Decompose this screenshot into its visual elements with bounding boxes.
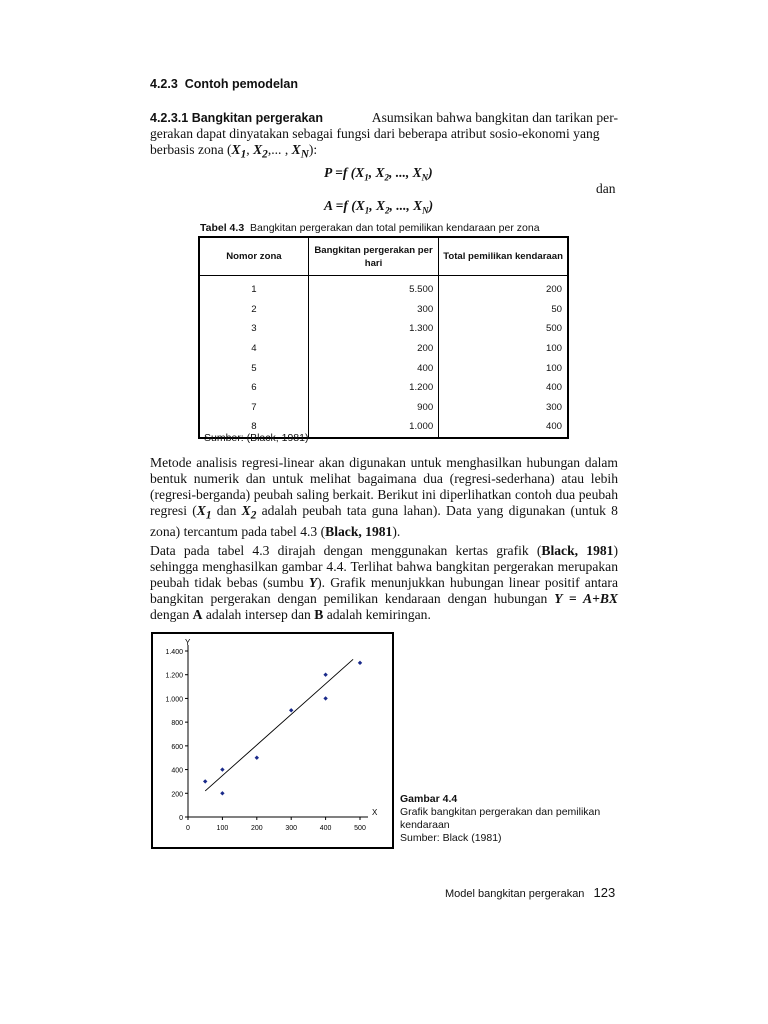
y-tick-label: 400 bbox=[171, 767, 183, 775]
table-row: 4 200 100 bbox=[199, 339, 568, 359]
section-title: Contoh pemodelan bbox=[184, 77, 298, 91]
trend-line bbox=[205, 659, 353, 791]
figure-caption bbox=[400, 793, 622, 845]
equation-connector: dan bbox=[596, 181, 616, 196]
data-point bbox=[220, 791, 224, 795]
page-footer bbox=[445, 885, 615, 900]
footer-text: Model bangkitan pergerakan bbox=[445, 888, 585, 900]
scatter-chart bbox=[153, 634, 392, 847]
table-header: Nomor zona bbox=[199, 237, 308, 276]
intro-line1: Asumsikan bahwa bangkitan dan tarikan per- bbox=[371, 110, 618, 125]
section-heading bbox=[150, 77, 298, 91]
table-row: 6 1.200 400 bbox=[199, 378, 568, 398]
y-tick-label: 1.000 bbox=[165, 696, 183, 704]
data-table bbox=[198, 236, 569, 439]
table-header: Bangkitan pergerakan per hari bbox=[308, 237, 438, 276]
table-caption-text: Bangkitan pergerakan dan total pemilikan kendaraan per zona bbox=[250, 222, 540, 234]
table-row: 1 5.500 200 bbox=[199, 276, 568, 300]
x-tick-label: 100 bbox=[216, 825, 229, 832]
table-row: 7 900 300 bbox=[199, 398, 568, 418]
y-tick-label: 1.200 bbox=[165, 672, 183, 680]
x-tick-label: 500 bbox=[354, 825, 366, 832]
data-point bbox=[323, 673, 327, 677]
section-number: 4.2.3 bbox=[150, 77, 178, 91]
paragraph-regression: Metode analisis regresi-linear akan digunakan untuk menghasilkan hubungan dalam bentuk numerik dan untuk melihat bagaimana dua (regresi-sederhana) atau lebih (regresi-berganda) peubah saling berkait. Berikut ini diperlihatkan contoh dua peubah regresi ($X_1$ dan $X_2$ adalah peubah tata guna lahan). Data yang digunakan (untuk 8 zona) tercantum pada tabel 4.3 (Black, 1981). bbox=[150, 455, 618, 539]
x-tick-label: 300 bbox=[285, 825, 298, 832]
y-tick-label: 0 bbox=[179, 815, 183, 822]
scatter-chart-frame bbox=[151, 632, 394, 849]
paragraph-graph: Data pada tabel 4.3 dirajah dengan menggunakan kertas grafik (Black, 1981) sehingga menghasilkan gambar 4.4. Terlihat bahwa bangkitan pergerakan merupakan peubah tidak bebas (sumbu Y). Grafik menunjukkan hubungan linear positif antara bangkitan pergerakan dengan pemilikan kendaraan dengan hubungan Y = A+BX dengan A adalah intersep dan B adalah kemiringan. bbox=[150, 543, 618, 622]
equation-p: P =f ($X_1$, $X_2$, ..., $X_N$) bbox=[324, 165, 433, 183]
x-tick-label: 200 bbox=[250, 825, 263, 832]
table-row: 5 400 100 bbox=[199, 358, 568, 378]
page-number: 123 bbox=[593, 885, 616, 900]
figure-label: Gambar 4.4 bbox=[400, 793, 458, 805]
table-source: Sumber: (Black, 1981) bbox=[204, 432, 309, 444]
intro-line3: berbasis zona ($X_1$, $X_2$,... , $X_N$): bbox=[150, 142, 318, 161]
table-caption bbox=[200, 222, 540, 234]
table-header: Total pemilikan kendaraan bbox=[439, 237, 568, 276]
intro-paragraph bbox=[150, 110, 618, 163]
figure-source: Sumber: Black (1981) bbox=[400, 832, 502, 844]
y-tick-label: 1.400 bbox=[165, 649, 183, 656]
y-tick-label: 200 bbox=[171, 791, 183, 799]
figure-caption-text: Grafik bangkitan pergerakan dan pemilikan kendaraan bbox=[400, 806, 601, 831]
equation-a: A =f ($X_1$, $X_2$, ..., $X_N$) bbox=[324, 198, 434, 216]
table-row: 2 300 50 bbox=[199, 300, 568, 320]
x-tick-label: 400 bbox=[319, 825, 332, 832]
subsection-title: 4.2.3.1 Bangkitan pergerakan bbox=[150, 111, 323, 125]
x-axis-label: X bbox=[372, 808, 378, 817]
y-tick-label: 800 bbox=[171, 720, 183, 728]
table-row: 3 1.300 500 bbox=[199, 319, 568, 339]
table-caption-label: Tabel 4.3 bbox=[200, 222, 245, 234]
data-point bbox=[323, 696, 327, 700]
data-point bbox=[289, 708, 293, 712]
data-point bbox=[220, 767, 224, 771]
data-point bbox=[358, 661, 362, 665]
x-tick-label: 0 bbox=[186, 825, 190, 832]
data-point bbox=[203, 779, 207, 783]
table-row: 8 1.000 400 bbox=[199, 417, 568, 438]
y-axis-label: Y bbox=[185, 638, 191, 647]
data-point bbox=[255, 756, 259, 760]
y-tick-label: 600 bbox=[171, 743, 183, 751]
intro-line2: gerakan dapat dinyatakan sebagai fungsi dari beberapa atribut sosio-ekonomi yang bbox=[150, 126, 600, 141]
